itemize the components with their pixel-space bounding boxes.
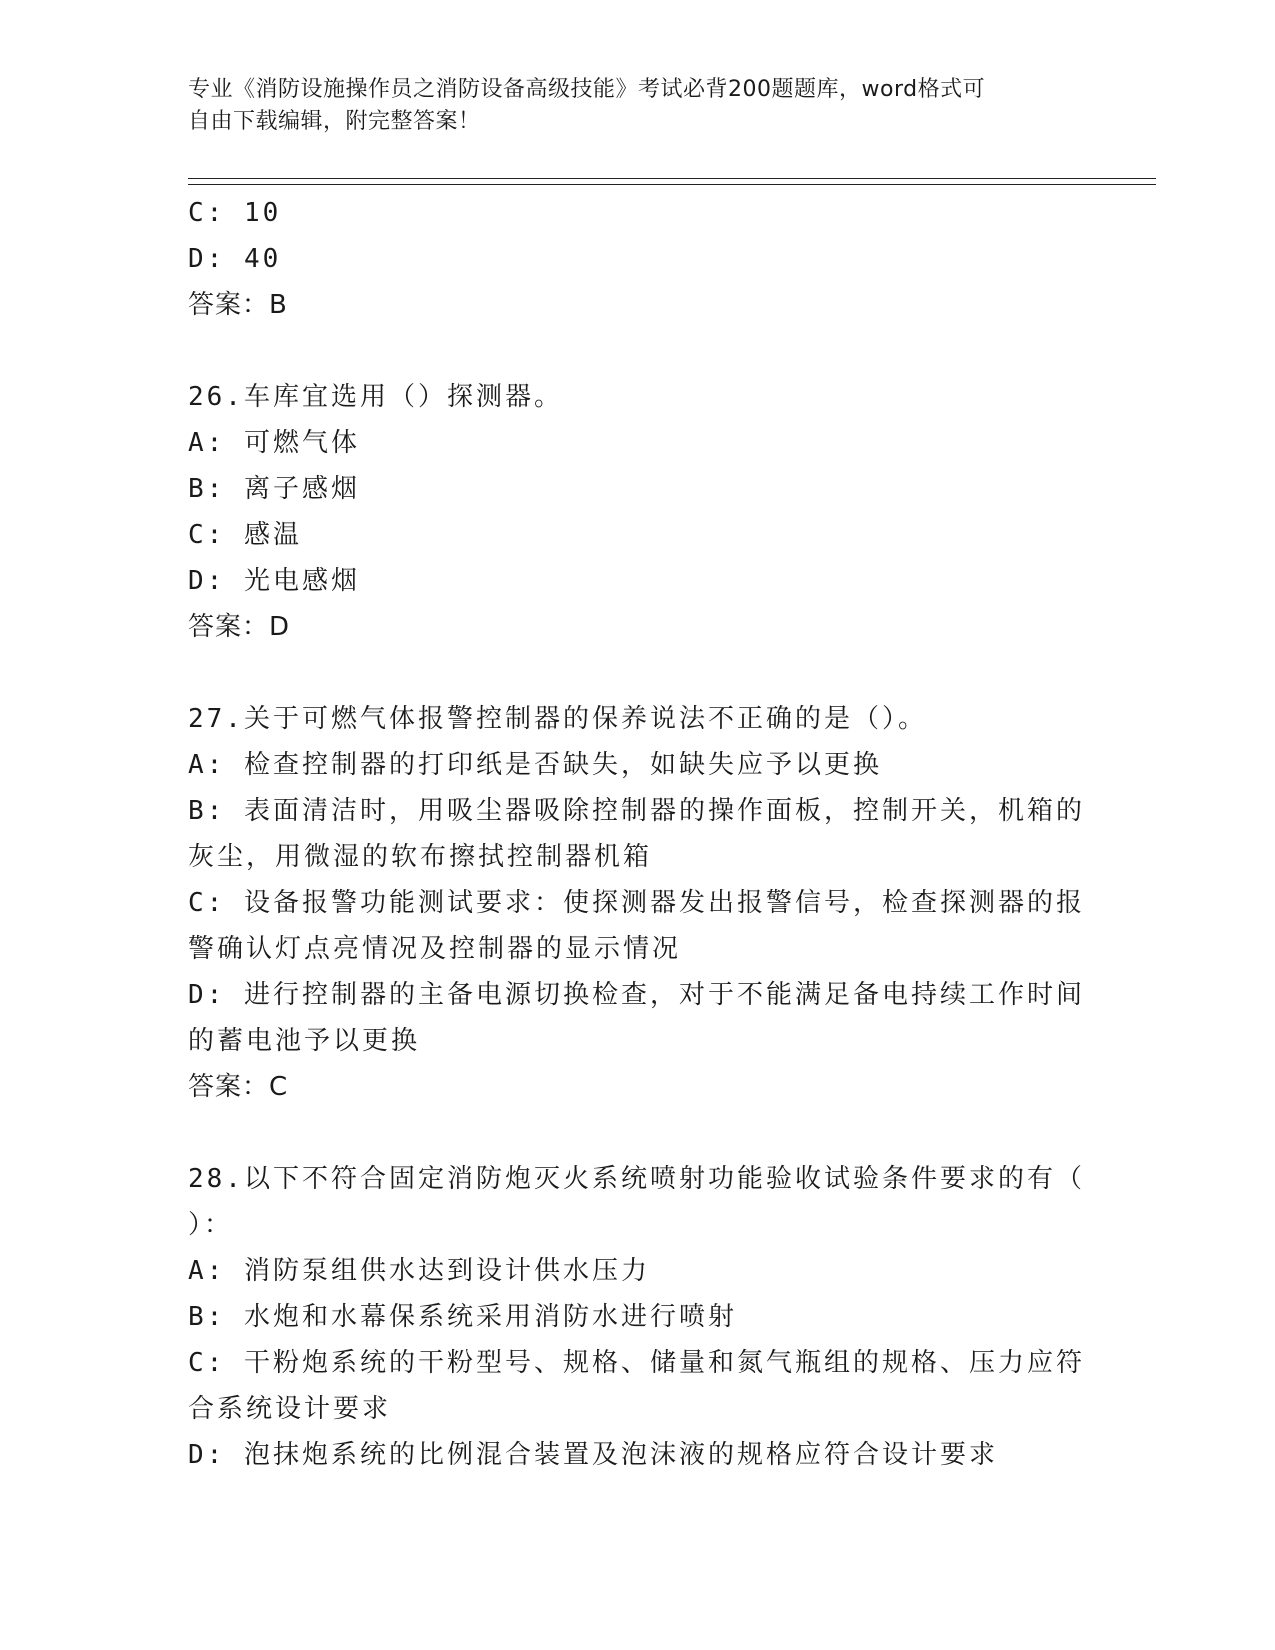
q26-option-a: A: 可燃气体 [188, 428, 360, 458]
q28-option-a: A: 消防泵组供水达到设计供水压力 [188, 1256, 650, 1286]
q26-option-c: C: 感温 [188, 520, 302, 550]
header-title-line-2: 自由下载编辑，附完整答案！ [188, 109, 481, 134]
spacer [188, 1110, 1088, 1156]
header-title-line-1: 专业《消防设施操作员之消防设备高级技能》考试必背200题题库，word格式可 [188, 77, 986, 102]
spacer [188, 328, 1088, 374]
q27-option-c-line-1: C: 设备报警功能测试要求：使探测器发出报警信号，检查探测器的报 [188, 888, 1085, 918]
q27-option-a: A: 检查控制器的打印纸是否缺失，如缺失应予以更换 [188, 750, 882, 780]
document-header [188, 74, 1088, 138]
prev-option-c: C: 10 [188, 198, 282, 228]
spacer [188, 650, 1088, 696]
q28-option-d: D: 泡抹炮系统的比例混合装置及泡沫液的规格应符合设计要求 [188, 1440, 998, 1470]
q28-stem-line-2: ）： [188, 1210, 234, 1240]
q28-option-b: B: 水炮和水幕保系统采用消防水进行喷射 [188, 1302, 737, 1332]
q26-stem: 26.车库宜选用（）探测器。 [188, 382, 563, 412]
prev-answer: 答案：B [188, 290, 288, 320]
q28-option-c-line-1: C: 干粉炮系统的干粉型号、规格、储量和氮气瓶组的规格、压力应符 [188, 1348, 1085, 1378]
q26-option-b: B: 离子感烟 [188, 474, 360, 504]
question-content [188, 190, 1088, 1478]
prev-option-d: D: 40 [188, 244, 282, 274]
q27-option-d-line-1: D: 进行控制器的主备电源切换检查，对于不能满足备电持续工作时间 [188, 980, 1085, 1010]
q27-answer: 答案：C [188, 1072, 289, 1102]
q27-option-b-line-2: 灰尘，用微湿的软布擦拭控制器机箱 [188, 842, 653, 872]
q26-option-d: D: 光电感烟 [188, 566, 360, 596]
q26-answer: 答案：D [188, 612, 291, 642]
q27-option-b-line-1: B: 表面清洁时，用吸尘器吸除控制器的操作面板，控制开关，机箱的 [188, 796, 1085, 826]
q27-stem: 27.关于可燃气体报警控制器的保养说法不正确的是（）。 [188, 704, 927, 734]
q27-option-d-line-2: 的蓄电池予以更换 [188, 1026, 421, 1056]
q27-option-c-line-2: 警确认灯点亮情况及控制器的显示情况 [188, 934, 682, 964]
q28-stem-line-1: 28.以下不符合固定消防炮灭火系统喷射功能验收试验条件要求的有（ [188, 1164, 1085, 1194]
q28-option-c-line-2: 合系统设计要求 [188, 1394, 392, 1424]
header-divider [188, 178, 1156, 185]
